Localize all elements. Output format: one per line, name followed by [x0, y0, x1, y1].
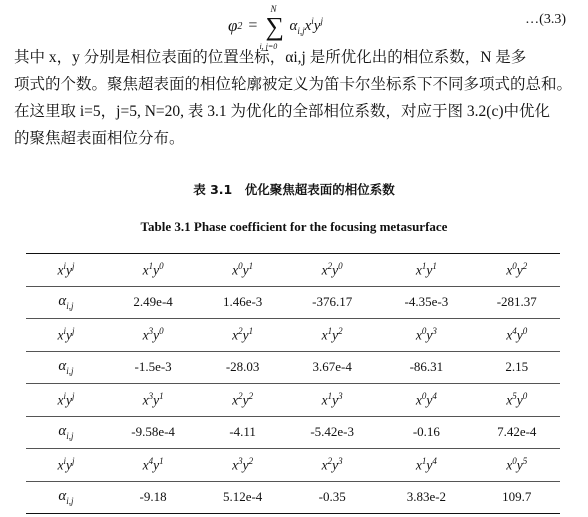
table-cell-term: $x^1y^2$: [285, 319, 379, 352]
table-cell-value: 2.49e-4: [106, 286, 200, 319]
table-caption-chinese: 表 3.1 优化聚焦超表面的相位系数: [193, 182, 395, 197]
row-label-term: $x^iy^j$: [26, 254, 106, 287]
row-label-term: $x^iy^j$: [26, 449, 106, 482]
table-cell-value: -0.35: [285, 481, 379, 514]
table-cell-value: -1.5e-3: [106, 351, 200, 384]
row-label-alpha: $\alpha_{i,j}$: [26, 351, 106, 384]
table-row-values: [26, 351, 560, 384]
table-cell-value: -28.03: [200, 351, 285, 384]
table-cell-term: $x^5y^0$: [473, 384, 560, 417]
table-caption-english: Table 3.1 Phase coefficient for the focusing metasurface: [140, 219, 448, 234]
table-cell-term: $x^2y^1$: [200, 319, 285, 352]
paragraph-line: 的聚焦超表面相位分布。: [14, 130, 185, 147]
paragraph-line: 其中 x，y 分别是相位表面的位置坐标，αi,j 是所优化出的相位系数，N 是多: [14, 49, 527, 66]
table-cell-term: $x^0y^4$: [379, 384, 473, 417]
table-cell-term: $x^1y^3$: [285, 384, 379, 417]
table-cell-term: $x^3y^1$: [106, 384, 200, 417]
row-label-alpha: $\alpha_{i,j}$: [26, 481, 106, 514]
sum-upper-limit: N: [270, 4, 277, 14]
table-cell-value: -4.11: [200, 416, 285, 449]
table-cell-term: $x^0y^3$: [379, 319, 473, 352]
row-label-alpha: $\alpha_{i,j}$: [26, 416, 106, 449]
table-cell-term: $x^4y^1$: [106, 449, 200, 482]
equation-body: [228, 4, 323, 51]
row-label-term: $x^iy^j$: [26, 384, 106, 417]
row-label-term: $x^iy^j$: [26, 319, 106, 352]
table-cell-term: $x^2y^3$: [285, 449, 379, 482]
table-cell-term: $x^1y^4$: [379, 449, 473, 482]
summand: $\alpha_{i,j}x^iy^j$: [289, 16, 323, 36]
table-row-terms: [26, 254, 560, 287]
equation-3-3: [0, 2, 588, 51]
table-row-terms: [26, 319, 560, 352]
table-row-terms: [26, 449, 560, 482]
table-cell-term: $x^1y^0$: [106, 254, 200, 287]
equals-sign: =: [248, 17, 258, 34]
table-cell-term: $x^0y^5$: [473, 449, 560, 482]
table-cell-value: 3.67e-4: [285, 351, 379, 384]
table-cell-term: $x^4y^0$: [473, 319, 560, 352]
table-cell-value: -376.17: [285, 286, 379, 319]
table-cell-value: 3.83e-2: [379, 481, 473, 514]
table-cell-term: $x^1y^1$: [379, 254, 473, 287]
table-cell-term: $x^2y^0$: [285, 254, 379, 287]
table-cell-value: -281.37: [473, 286, 560, 319]
equation-lhs: φ: [228, 16, 238, 35]
paragraph-line: 在这里取 i=5，j=5, N=20, 表 3.1 为优化的全部相位系数，对应于图 3.2(c)中优化: [14, 103, 550, 120]
table-row-values: [26, 481, 560, 514]
table-cell-value: -9.58e-4: [106, 416, 200, 449]
summation-symbol: N ∑ i, j=0: [259, 4, 284, 51]
equation-number: …(3.3): [525, 12, 566, 27]
table-cell-term: $x^2y^2$: [200, 384, 285, 417]
table-cell-value: 2.15: [473, 351, 560, 384]
table-row-values: [26, 286, 560, 319]
table-cell-value: -86.31: [379, 351, 473, 384]
table-cell-value: -0.16: [379, 416, 473, 449]
paragraph-line: 项式的个数。聚焦超表面的相位轮廓被定义为笛卡尔坐标系下不同多项式的总和。: [14, 76, 573, 93]
table-cell-value: 1.46e-3: [200, 286, 285, 319]
equation-lhs-subscript: 2: [237, 20, 243, 32]
table-cell-value: 109.7: [473, 481, 560, 514]
table-row-values: [26, 416, 560, 449]
table-cell-term: $x^0y^2$: [473, 254, 560, 287]
table-cell-value: 7.42e-4: [473, 416, 560, 449]
table-cell-term: $x^3y^0$: [106, 319, 200, 352]
sum-lower-limit: i, j=0: [259, 42, 278, 51]
table-cell-value: -5.42e-3: [285, 416, 379, 449]
table-cell-term: $x^0y^1$: [200, 254, 285, 287]
table-cell-value: -4.35e-3: [379, 286, 473, 319]
row-label-alpha: $\alpha_{i,j}$: [26, 286, 106, 319]
body-paragraph: [14, 44, 580, 152]
table-cell-term: $x^3y^2$: [200, 449, 285, 482]
phase-coefficient-table: [26, 253, 560, 514]
table-row-terms: [26, 384, 560, 417]
table-cell-value: 5.12e-4: [200, 481, 285, 514]
table-cell-value: -9.18: [106, 481, 200, 514]
